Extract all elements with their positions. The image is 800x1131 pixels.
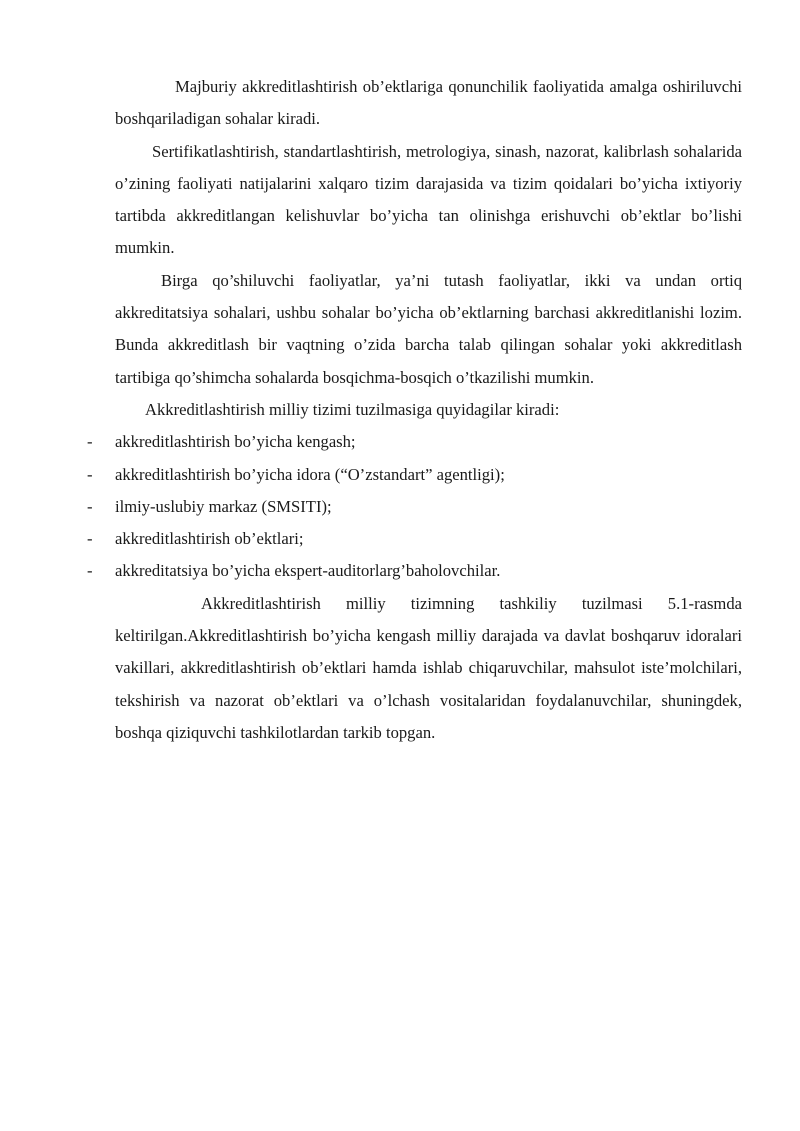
list-item-text: akkreditlashtirish bo’yicha kengash; <box>115 432 356 452</box>
list-item <box>87 491 742 523</box>
list-item-text: akkreditlashtirish bo’yicha idora (“O’zstandart” agentligi); <box>115 464 505 484</box>
list-item <box>87 555 742 587</box>
list-item-text: akkreditlashtirish ob’ektlari; <box>115 529 304 549</box>
document-body <box>87 71 742 749</box>
paragraph-organizational-structure: Akkreditlashtirish milliy tizimning tashkiliy tuzilmasi 5.1-rasmda keltirilgan.Akkreditlashtirish bo’yicha kengash milliy darajada va davlat boshqaruv idoralari vakillari, akkreditlashtirish ob’ektlari hamda ishlab chiqaruvchilar, mahsulot iste’molchilari, tekshirish va nazorat ob’ektlari va o’lchash vositalaridan foydalanuvchilar, shuningdek, boshqa qiziquvchi tashkilotlardan tarkib topgan. <box>115 593 742 742</box>
paragraph-system-structure-intro: Akkreditlashtirish milliy tizimi tuzilmasiga quyidagilar kiradi: <box>145 399 560 419</box>
paragraph-voluntary-objects: Sertifikatlashtirish, standartlashtirish, metrologiya, sinash, nazorat, kalibrlash sohalarida o’zining faoliyati natijalarini xalqaro tizim darajasida va tizim qoidalari bo’yicha ixtiyoriy tartibda akkreditlangan kelishuvlar bo’yicha tan olinishga erishuvchi ob’ektlar bo’lishi mumkin. <box>115 141 742 258</box>
list-bullet: - <box>87 432 93 452</box>
paragraph-joint-activities: Birga qo’shiluvchi faoliyatlar, ya’ni tutash faoliyatlar, ikki va undan ortiq akkreditatsiya sohalari, ushbu sohalar bo’yicha ob’ektlarning barchasi akkreditlanishi lozim. Bunda akkreditlash bir vaqtning o’zida barcha talab qilingan sohalar yoki akkreditlash tartibiga qo’shimcha sohalarda bosqichma-bosqich o’tkazilishi mumkin. <box>115 270 742 387</box>
structure-list <box>87 426 742 587</box>
paragraph-mandatory-objects: Majburiy akkreditlashtirish ob’ektlariga qonunchilik faoliyatida amalga oshiriluvchi boshqariladigan sohalar kiradi. <box>115 77 742 129</box>
list-item <box>87 459 742 491</box>
list-bullet: - <box>87 529 93 549</box>
list-bullet: - <box>87 464 93 484</box>
list-bullet: - <box>87 496 93 516</box>
list-item <box>87 426 742 458</box>
list-bullet: - <box>87 561 93 581</box>
list-item <box>87 523 742 555</box>
list-item-text: ilmiy-uslubiy markaz (SMSITI); <box>115 496 332 516</box>
list-item-text: akkreditatsiya bo’yicha ekspert-auditorlarg’baholovchilar. <box>115 561 501 581</box>
